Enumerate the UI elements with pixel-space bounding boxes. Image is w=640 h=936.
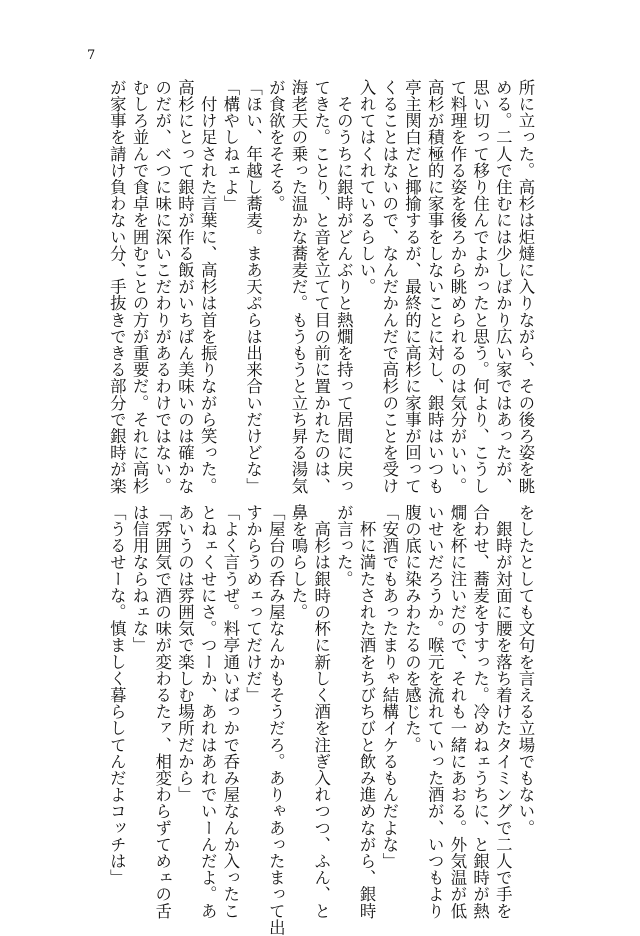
text-line: て料理を作る姿を後ろから眺められるのは気分がいい。 — [447, 79, 467, 494]
text-line: むしろ並んで食卓を囲むことの方が重要だ。それに高杉 — [130, 79, 150, 494]
text-line: てきた。ことり、と音を立てて目の前に置かれたのは、 — [311, 79, 331, 494]
text-line: くることはないので、なんだかんだで高杉のことを受け — [379, 79, 399, 494]
text-line: 高杉は銀時の杯に新しく酒を注ぎ入れつつ、ふん、と — [311, 504, 331, 919]
text-line: 杯に満たされた酒をちびちびと飲み進めながら、銀時 — [357, 504, 377, 919]
text-line: が言った。 — [334, 504, 354, 587]
text-line: 燗を杯に注いだので、それも一緒にあおる。外気温が低 — [447, 504, 467, 919]
text-line: そのうちに銀時がどんぶりと熱燗を持って居間に戻っ — [334, 79, 354, 494]
text-line: 銀時が対面に腰を落ち着けたタイミングで二人で手を — [493, 504, 513, 919]
text-line: 「屋台の呑み屋なんかもそうだろ。ありゃあったまって出 — [266, 504, 286, 936]
text-line: いせいだろうか。喉元を流れていった酒が、いつもより — [425, 504, 445, 919]
text-line: める。二人で住むには少しばかり広い家ではあったが、 — [493, 79, 513, 494]
text-line: すからうめェってだけだ」 — [243, 504, 263, 704]
text-line: 「安酒でもあったまりゃ結構イケるもんだよな」 — [379, 504, 399, 870]
text-line: 所に立った。高杉は炬燵に入りながら、その後ろ姿を眺 — [516, 79, 535, 494]
text-line: 合わせ、蕎麦をすすった。冷めねェうちに、と銀時が熱 — [470, 504, 490, 919]
text-line: 鼻を鳴らした。 — [288, 504, 308, 621]
text-line: 海老天の乗った温かな蕎麦だ。もうもうと立ち昇る湯気 — [288, 79, 308, 494]
text-line: が家事を請け負わない分、手抜きできる部分で銀時が楽 — [107, 79, 127, 494]
text-line: 腹の底に染みわたるのを感じた。 — [402, 504, 422, 753]
text-line: あいうのは雰囲気で楽しむ場所だから」 — [175, 504, 195, 803]
text-line: 高杉にとって銀時が作る飯がいちばん美味いのは確かな — [175, 79, 195, 494]
text-line: 「うるせーな。慎ましく暮らしてんだよコッチは」 — [107, 504, 127, 886]
lower-text-block — [105, 504, 536, 936]
upper-text-block — [105, 79, 536, 494]
text-line: 「ほい、年越し蕎麦。まあ天ぷらは出来合いだけどな」 — [243, 79, 263, 494]
text-line: が食欲をそそる。 — [266, 79, 286, 212]
text-line: 「雰囲気で酒の味が変わるたァ、相変わらずてめェの舌 — [152, 504, 172, 919]
text-line: のだが、べつに味に深いこだわりがあるわけではない。 — [152, 79, 172, 494]
text-line: 高杉が積極的に家事をしないことに対し、銀時はいつも — [425, 79, 445, 494]
text-line: 「構やしねェよ」 — [220, 79, 240, 212]
text-line: 思い切って移り住んでよかったと思う。何より、こうし — [470, 79, 490, 494]
page-number: 7 — [87, 48, 96, 63]
text-line: 付け足された言葉に、高杉は首を振りながら笑った。 — [198, 79, 218, 494]
text-line: 入れてはくれているらしい。 — [357, 79, 377, 295]
text-line: とねェくせにさ。つーか、あれはあれでいーんだよ。あ — [198, 504, 218, 919]
text-line: 「よく言うぜ。料亭通いばっかで呑み屋なんか入ったこ — [220, 504, 240, 919]
text-line: は信用ならねェな」 — [130, 504, 150, 654]
text-line: をしたとしても文句を言える立場でもない。 — [516, 504, 535, 836]
text-line: 亭主関白だと揶揄するが、最終的に高杉に家事が回って — [402, 79, 422, 494]
